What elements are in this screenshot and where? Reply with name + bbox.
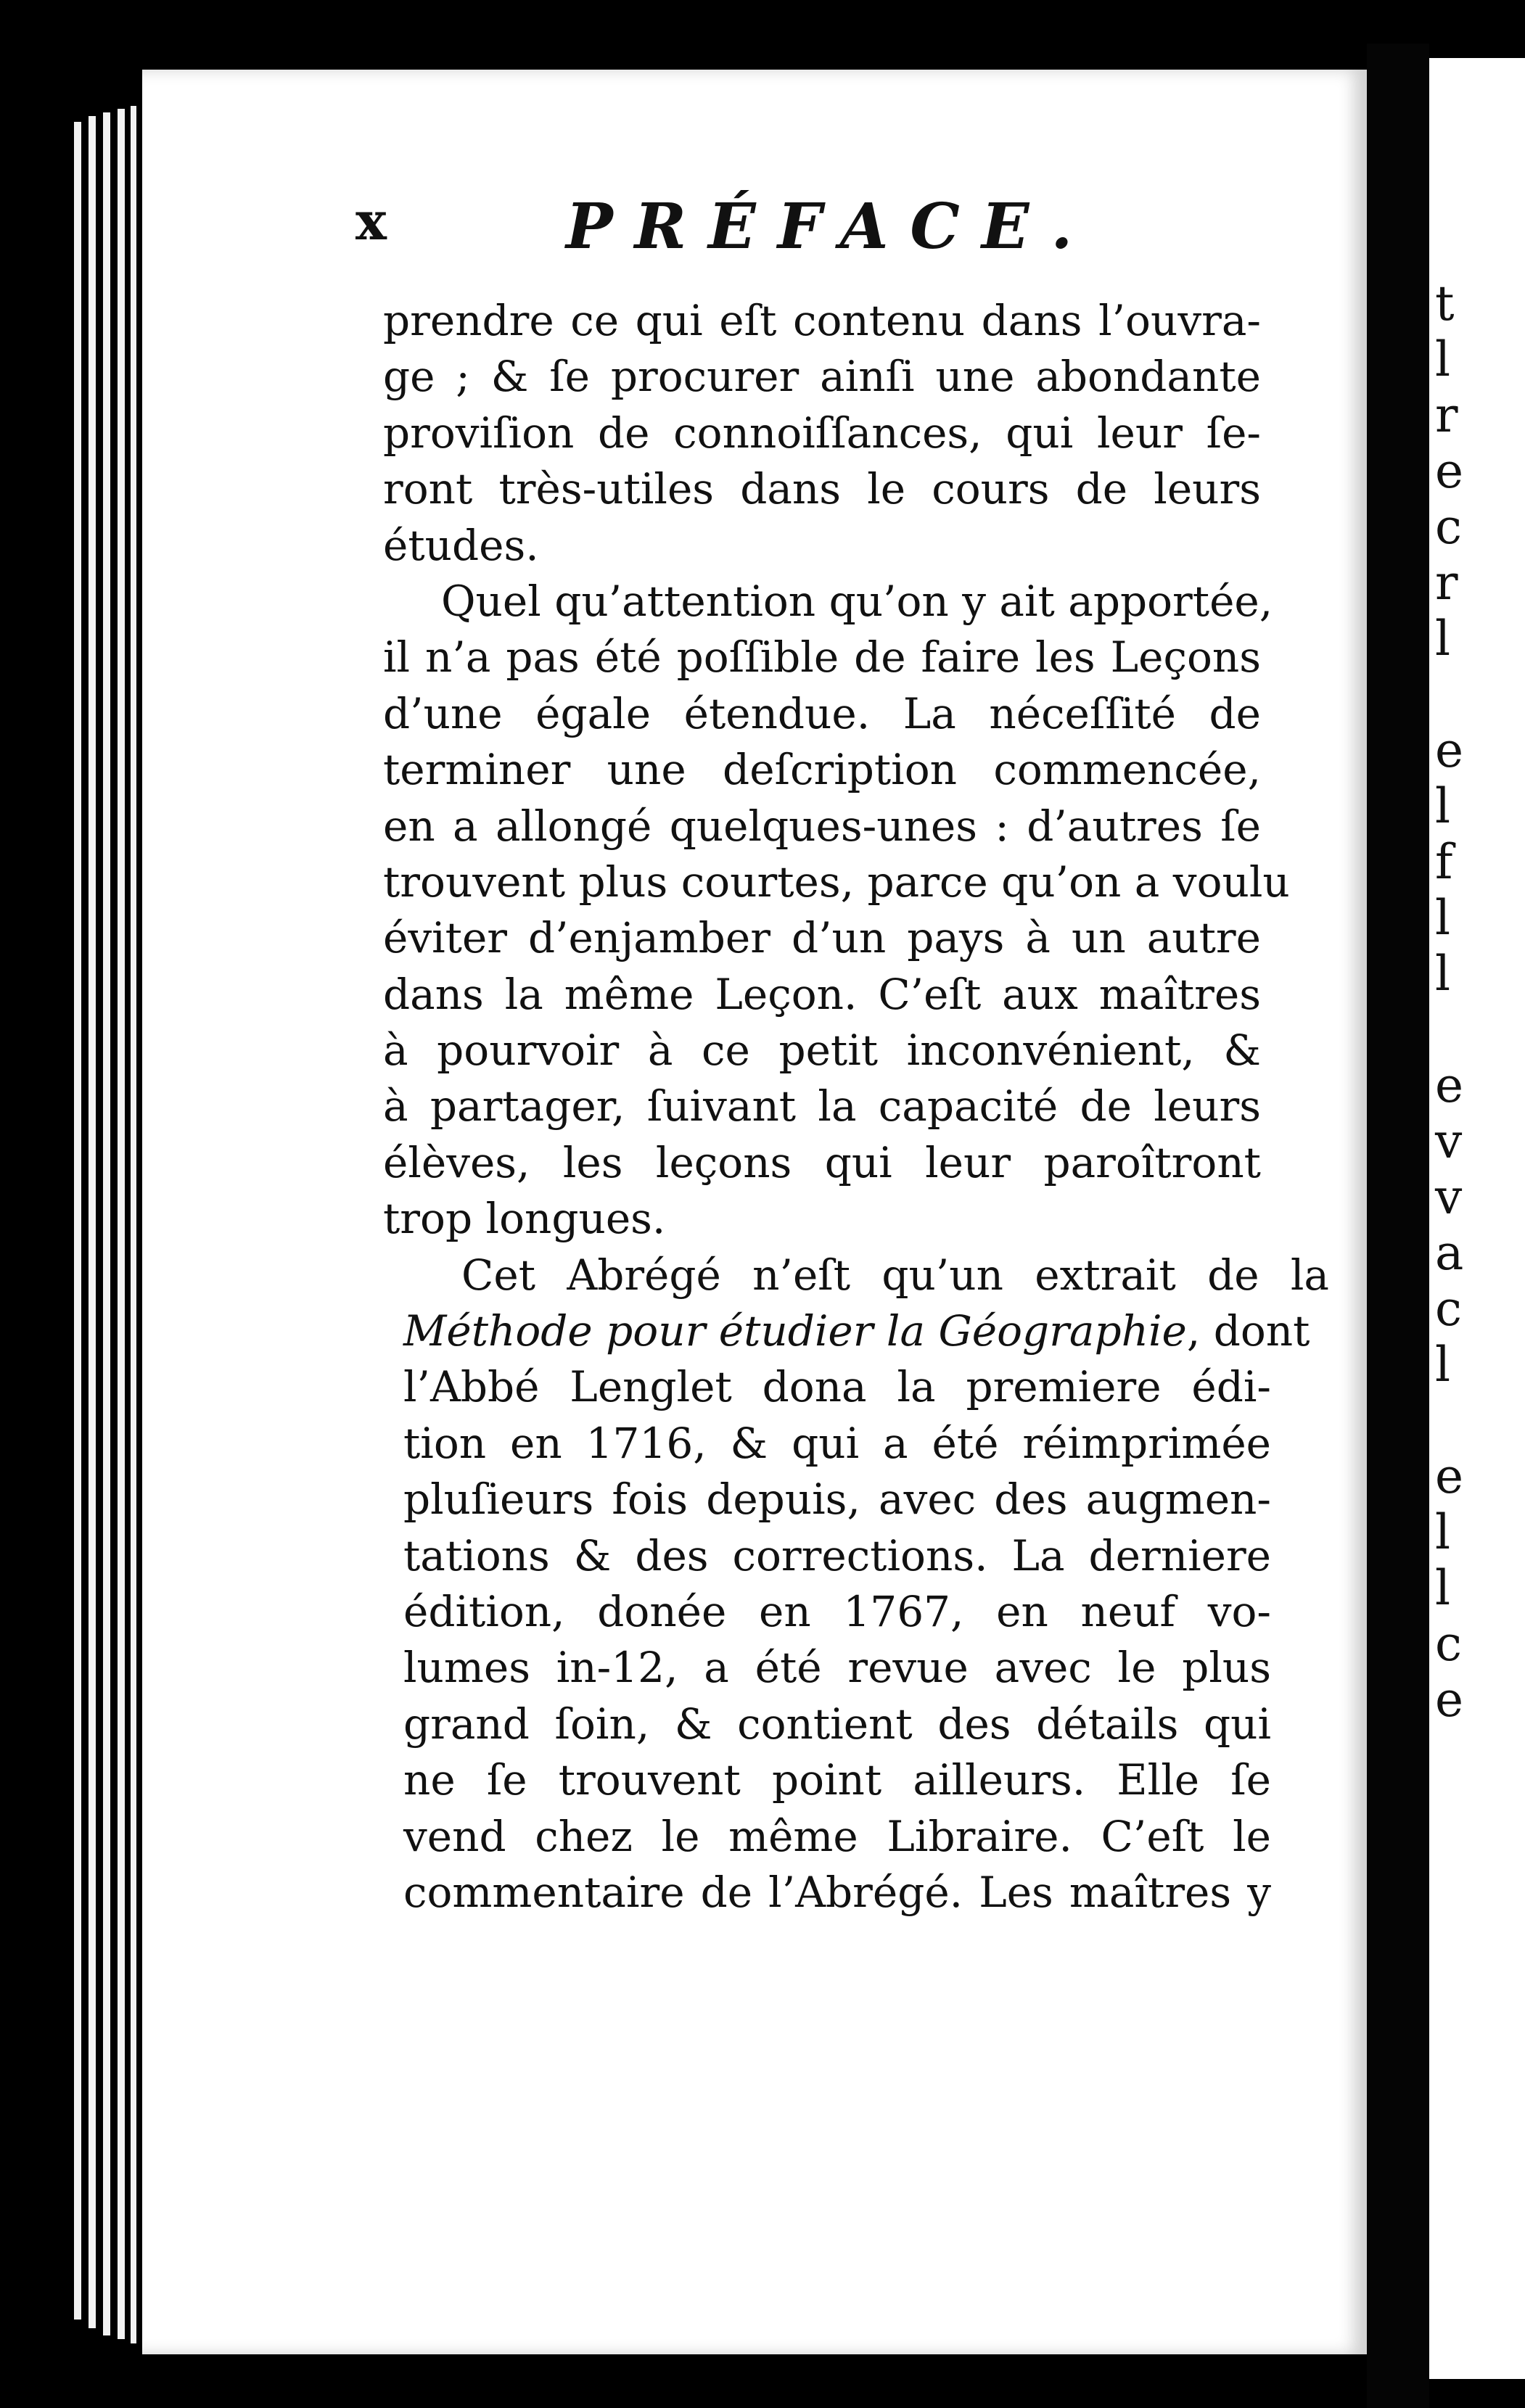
running-title: PRÉFACE.	[566, 190, 1095, 263]
text-line: il n’a pas été poſſible de faire les Leçons	[383, 632, 1261, 683]
text-line: commentaire de l’Abrégé. Les maîtres y	[403, 1867, 1271, 1917]
italic-title: Méthode pour étudier la Géographie	[403, 1306, 1187, 1356]
facing-letter: l	[1435, 1560, 1451, 1616]
text-line: l’Abbé Lenglet dona la premiere édi-	[403, 1362, 1271, 1412]
facing-letter: t	[1435, 276, 1455, 331]
facing-letter: l	[1435, 778, 1451, 834]
facing-letter: e	[1435, 1672, 1464, 1728]
page-number: x	[355, 190, 387, 252]
facing-letter: l	[1435, 1337, 1451, 1393]
facing-letter: r	[1435, 387, 1458, 443]
facing-letter: e	[1435, 1448, 1464, 1504]
facing-letter: l	[1435, 946, 1451, 1002]
text-line: tion en 1716, & qui a été réimprimée	[403, 1418, 1271, 1468]
facing-letter: v	[1435, 1169, 1463, 1225]
facing-letter: e	[1435, 722, 1464, 778]
facing-letter: e	[1435, 1057, 1464, 1113]
text-line: édition, donée en 1767, en neuf vo-	[403, 1586, 1271, 1636]
text-line: élèves, les leçons qui leur paroîtront	[383, 1137, 1261, 1187]
text-line: tations & des corrections. La derniere	[403, 1530, 1271, 1580]
facing-letter: a	[1435, 1225, 1464, 1281]
body-text	[383, 293, 1329, 1921]
text-line: à partager, ſuivant la capacité de leurs	[383, 1081, 1261, 1131]
text-line: Quel qu’attention qu’on y ait apportée,	[441, 576, 1273, 626]
facing-letter: l	[1435, 611, 1451, 667]
text-line: à pourvoir à ce petit inconvénient, &	[383, 1026, 1261, 1076]
text-line: éviter d’enjamber d’un pays à un autre	[383, 913, 1261, 963]
text-line: proviſion de connoiſſances, qui leur ſe-	[383, 408, 1261, 458]
text-line: ge ; & ſe procurer ainſi une abondante	[383, 352, 1261, 402]
page-header	[355, 190, 1226, 270]
facing-letter: r	[1435, 555, 1458, 611]
text-line: Méthode pour étudier la Géographie, dont	[403, 1306, 1310, 1356]
text-line: trop longues.	[383, 1194, 666, 1244]
text-line: lumes in-12, a été revue avec le plus	[403, 1643, 1271, 1693]
facing-letter: l	[1435, 1504, 1451, 1560]
facing-page	[1429, 58, 1525, 2379]
text-line: d’une égale étendue. La néceſſité de	[383, 688, 1261, 738]
facing-letter: f	[1435, 834, 1453, 890]
text-line: ne ſe trouvent point ailleurs. Elle ſe	[403, 1755, 1271, 1805]
text-line: dans la même Leçon. C’eſt aux maîtres	[383, 969, 1261, 1019]
text-line: grand ſoin, & contient des détails qui	[403, 1699, 1271, 1749]
text-line: prendre ce qui eſt contenu dans l’ouvra-	[383, 296, 1261, 345]
facing-letter: c	[1435, 1281, 1462, 1337]
page-edge	[131, 106, 136, 2343]
text-line: ront très-utiles dans le cours de leurs	[383, 464, 1261, 514]
text-line: vend chez le même Libraire. C’eſt le	[403, 1811, 1271, 1861]
text-line: études.	[383, 520, 539, 570]
facing-letter: c	[1435, 1616, 1462, 1672]
text-line: Cet Abrégé n’eſt qu’un extrait de la	[461, 1250, 1329, 1300]
page-edge	[74, 122, 81, 2320]
text-line: trouvent plus courtes, parce qu’on a voulu	[383, 857, 1290, 907]
facing-page-letters	[1435, 276, 1522, 1728]
text-line: en a allongé quelques-unes : d’autres ſe	[383, 801, 1261, 851]
facing-letter: l	[1435, 890, 1451, 946]
page-edge	[89, 116, 96, 2328]
page-edge	[118, 109, 125, 2339]
facing-letter: e	[1435, 443, 1464, 499]
book-gutter	[1367, 44, 1429, 2408]
text-line: terminer une deſcription commencée,	[383, 745, 1261, 795]
facing-letter: v	[1435, 1113, 1463, 1169]
page-edge	[103, 112, 110, 2335]
text-line: pluſieurs fois depuis, avec des augmen-	[403, 1475, 1271, 1525]
facing-letter: l	[1435, 331, 1451, 387]
facing-letter: c	[1435, 499, 1462, 555]
